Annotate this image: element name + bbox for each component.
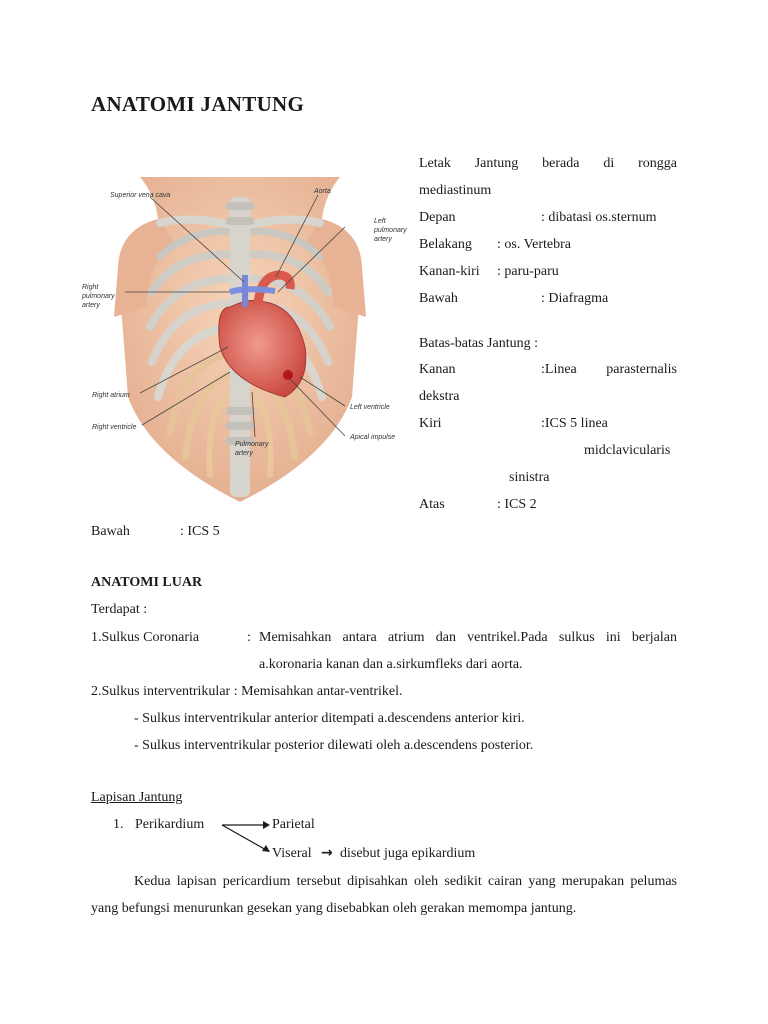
border-val-kiri: :ICS 5 linea xyxy=(541,416,608,431)
word: sulkus xyxy=(558,630,595,645)
location-key-kanan-kiri: Kanan-kiri xyxy=(419,264,480,279)
section-heading-anatomi-luar: ANATOMI LUAR xyxy=(91,575,203,590)
viseral-label: Viseral xyxy=(272,846,312,861)
border-key-kiri: Kiri xyxy=(419,416,442,431)
word: berada xyxy=(542,156,580,171)
branch-arrows xyxy=(220,815,272,857)
label-left-pulmonary-artery-1: Left xyxy=(374,218,386,225)
word: Jantung xyxy=(474,156,519,171)
label-left-pulmonary-artery-3: artery xyxy=(374,236,392,243)
location-key-bawah: Bawah xyxy=(419,291,458,306)
border-key-bawah: Bawah xyxy=(91,524,130,539)
right-arrow-icon: → xyxy=(321,845,333,861)
word: dan xyxy=(435,630,456,645)
word: ventrikel.Pada xyxy=(467,630,548,645)
label-pulmonary-artery-2: artery xyxy=(235,450,253,457)
heart-anatomy-illustration xyxy=(80,157,407,505)
word: parasternalis xyxy=(606,362,677,377)
label-superior-vena-cava: Superior vena cava xyxy=(110,192,171,199)
borders-heading: Batas-batas Jantung : xyxy=(419,336,538,351)
sulkus-coronaria-colon: : xyxy=(247,630,251,645)
sub-item-posterior: - Sulkus interventrikular posterior dilewati oleh a.descendens posterior. xyxy=(134,738,534,753)
word: ini xyxy=(605,630,621,645)
border-val-bawah: : ICS 5 xyxy=(180,524,220,539)
label-right-pulmonary-artery-3: artery xyxy=(82,302,100,309)
label-left-pulmonary-artery-2: pulmonary xyxy=(374,227,407,234)
list-number: 1. xyxy=(113,817,124,832)
viseral-description: disebut juga epikardium xyxy=(340,846,476,861)
word: antara xyxy=(342,630,377,645)
location-intro-line xyxy=(419,156,677,172)
word: di xyxy=(603,156,615,171)
word: berjalan xyxy=(631,630,677,645)
parietal-label: Parietal xyxy=(272,817,315,832)
perikardium-label: Perikardium xyxy=(135,817,205,832)
sulkus-interventrikular: 2.Sulkus interventrikular : Memisahkan antar-ventrikel. xyxy=(91,684,403,699)
word: atrium xyxy=(387,630,425,645)
closing-paragraph: Kedua lapisan pericardium tersebut dipisahkan oleh sedikit cairan yang merupakan pelumas yang befungsi menurunkan gesekan yang disebabkan oleh gerakan memompa jantung. xyxy=(91,874,677,916)
border-val-atas: : ICS 2 xyxy=(497,497,537,512)
page-title: ANATOMI JANTUNG xyxy=(91,92,305,116)
sulkus-coronaria-continuation: a.koronaria kanan dan a.sirkumfleks dari aorta. xyxy=(259,657,523,672)
word: :Linea xyxy=(541,362,577,377)
location-val-belakang: : os. Vertebra xyxy=(497,237,571,252)
label-right-ventricle: Right ventricle xyxy=(92,424,137,431)
location-val-depan: : dibatasi os.sternum xyxy=(541,210,657,225)
location-key-depan: Depan xyxy=(419,210,456,225)
label-right-atrium: Right atrium xyxy=(92,392,130,399)
sub-item-anterior: - Sulkus interventrikular anterior ditempati a.descendens anterior kiri. xyxy=(134,711,525,726)
location-intro-continuation: mediastinum xyxy=(419,183,492,198)
label-right-pulmonary-artery-1: Right xyxy=(82,284,99,291)
border-kiri-continuation-2: sinistra xyxy=(509,470,550,485)
label-right-pulmonary-artery-2: pulmonary xyxy=(82,293,115,300)
sulkus-coronaria-desc xyxy=(259,630,677,646)
section-heading-lapisan-jantung: Lapisan Jantung xyxy=(91,790,183,805)
label-pulmonary-artery-1: Pulmonary xyxy=(235,441,269,448)
location-val-bawah: : Diafragma xyxy=(541,291,609,306)
border-key-atas: Atas xyxy=(419,497,445,512)
border-key-kanan: Kanan xyxy=(419,362,456,377)
label-left-ventricle: Left ventricle xyxy=(350,404,390,411)
terdapat-label: Terdapat : xyxy=(91,602,148,617)
sulkus-coronaria-key: 1.Sulkus Coronaria xyxy=(91,630,200,645)
border-kiri-continuation-1: midclavicularis xyxy=(584,443,671,458)
label-aorta: Aorta xyxy=(314,188,331,195)
location-val-kanan-kiri: : paru-paru xyxy=(497,264,559,279)
border-kanan-continuation: dekstra xyxy=(419,389,460,404)
location-key-belakang: Belakang xyxy=(419,237,472,252)
pulmonary-vessel xyxy=(230,289,275,292)
border-val-kanan xyxy=(541,362,677,378)
word: rongga xyxy=(638,156,677,171)
word: Memisahkan xyxy=(259,630,332,645)
apical-impulse-dot xyxy=(283,370,293,380)
label-apical-impulse: Apical impulse xyxy=(350,434,396,441)
word: Letak xyxy=(419,156,451,171)
